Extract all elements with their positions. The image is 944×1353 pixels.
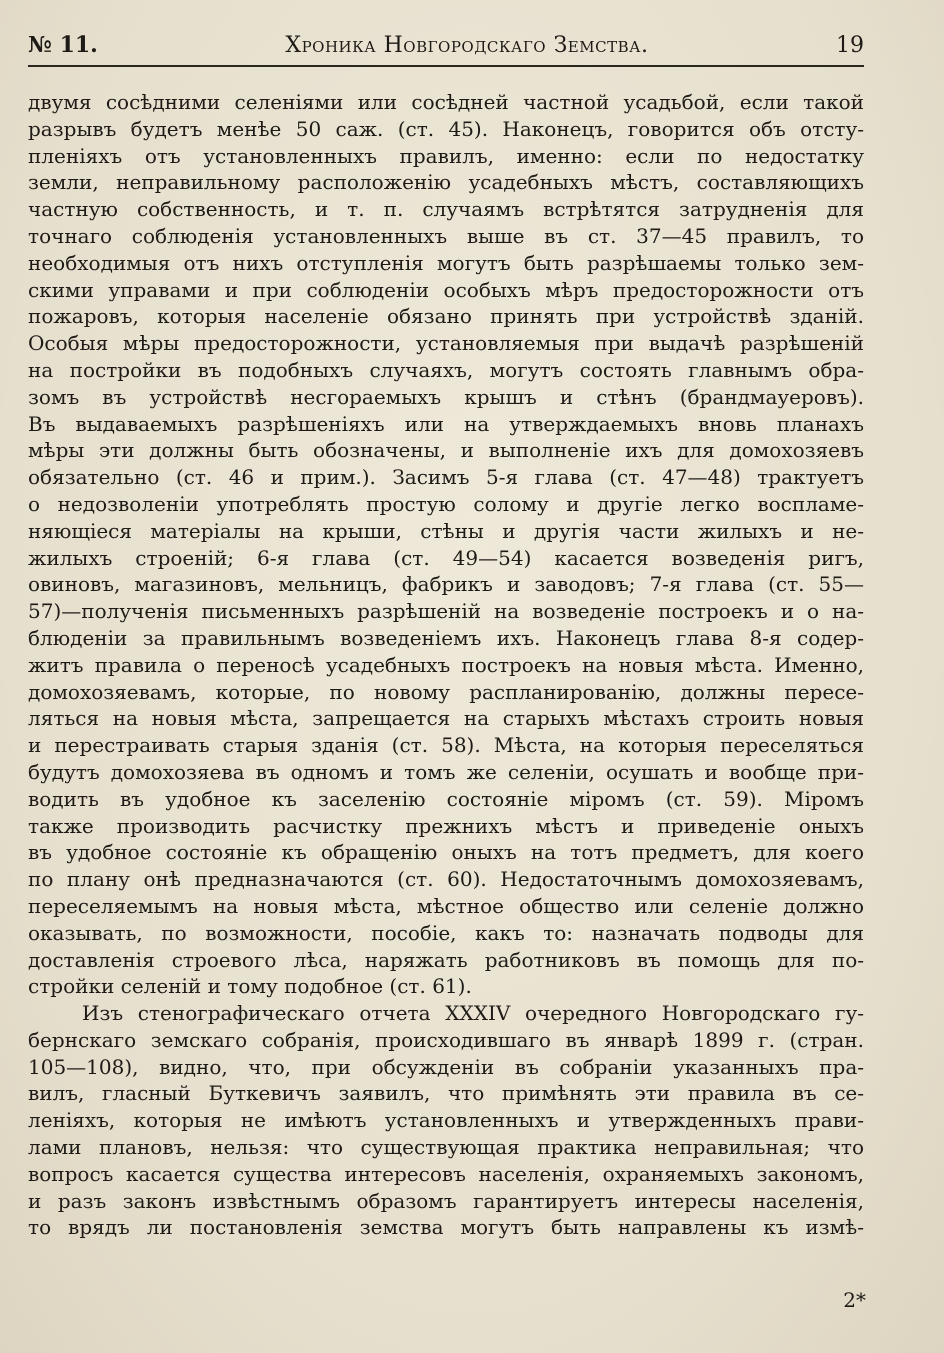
text-line: скими управами и при соблюденіи особыхъ мѣръ предосторожности отъ — [28, 277, 864, 302]
text-line: переселяемымъ на новыя мѣста, мѣстное общество или селеніе должно — [28, 893, 864, 918]
text-line: и перестраивать старыя зданія (ст. 58). Мѣста, на которыя переселяться — [28, 733, 864, 758]
page-number: 19 — [836, 33, 864, 58]
text-line: пленіяхъ отъ установленныхъ правилъ, именно: если по недостатку — [28, 143, 864, 168]
text-line: о недозволеніи употреблять простую солому и другіе легко воспламе- — [28, 491, 864, 516]
text-line: также производить расчистку прежнихъ мѣстъ и приведеніе оныхъ — [28, 813, 864, 838]
paragraph — [28, 1000, 864, 1241]
text-line: лами плановъ, нельзя: что существующая практика неправильная; что — [28, 1135, 864, 1160]
text-line: житъ правила о переносѣ усадебныхъ построекъ на новыя мѣста. Именно, — [28, 652, 864, 677]
text-line: и разъ законъ извѣстнымъ образомъ гарантируетъ интересы населенія, — [28, 1188, 864, 1213]
text-line: мѣры эти должны быть обозначены, и выполненіе ихъ для домохозяевъ — [28, 438, 864, 463]
text-line: по плану онѣ предназначаются (ст. 60). Недостаточнымъ домохозяевамъ, — [28, 867, 864, 892]
text-line: въ удобное состояніе къ обращенію оныхъ на тотъ предметъ, для коего — [28, 840, 864, 865]
text-line: будутъ домохозяева въ одномъ и томъ же селеніи, осушать и вообще при- — [28, 759, 864, 784]
signature-mark: 2* — [843, 1288, 866, 1312]
text-line: точнаго соблюденія установленныхъ выше въ ст. 37—45 правилъ, то — [28, 223, 864, 248]
running-title: Хроника Новгородскаго Земства. — [285, 33, 649, 58]
text-line: няющіеся матеріалы на крыши, стѣны и другія части жилыхъ и не- — [28, 518, 864, 543]
text-line: 105—108), видно, что, при обсужденіи въ собраніи указанныхъ пра- — [28, 1054, 864, 1079]
text-line: пожаровъ, которыя населеніе обязано принять при устройствѣ зданій. — [28, 304, 864, 329]
text-line: на постройки въ подобныхъ случаяхъ, могутъ состоять главнымъ обра- — [28, 357, 864, 382]
paragraph — [28, 89, 864, 1000]
text-line: зомъ въ устройствѣ несгораемыхъ крышъ и стѣнъ (брандмауеровъ). — [28, 384, 864, 409]
text-line: обязательно (ст. 46 и прим.). Засимъ 5-я глава (ст. 47—48) трактуетъ — [28, 465, 864, 490]
text-line: стройки селеній и тому подобное (ст. 61). — [28, 974, 472, 999]
text-line: двумя сосѣдними селеніями или сосѣдней частной усадьбой, если такой — [28, 90, 864, 114]
text-line: Изъ стенографическаго отчета XXXIV очередного Новгородскаго гу- — [82, 1001, 864, 1026]
text-line: 57)—полученія письменныхъ разрѣшеній на возведеніе построекъ и о на- — [28, 599, 864, 624]
text-line: блюденіи за правильнымъ возведеніемъ ихъ. Наконецъ глава 8-я содер- — [28, 625, 864, 650]
text-line: частную собственность, и т. п. случаямъ встрѣтятся затрудненія для — [28, 197, 864, 222]
text-line: водить въ удобное къ заселенію состояніе міромъ (ст. 59). Міромъ — [28, 786, 864, 811]
text-line: вилъ, гласный Буткевичъ заявилъ, что примѣнять эти правила въ се- — [28, 1081, 864, 1106]
text-line: земли, неправильному расположенію усадебныхъ мѣстъ, составляющихъ — [28, 170, 864, 195]
text-line: доставленія строевого лѣса, наряжать работниковъ въ помощь для по- — [28, 947, 864, 972]
body-text — [28, 89, 864, 1241]
page-header — [28, 32, 864, 67]
text-line: овиновъ, магазиновъ, мельницъ, фабрикъ и заводовъ; 7-я глава (ст. 55— — [28, 572, 864, 597]
text-line: Особыя мѣры предосторожности, установляемыя при выдачѣ разрѣшеній — [28, 331, 864, 356]
text-line: необходимыя отъ нихъ отступленія могутъ быть разрѣшаемы только зем- — [28, 250, 864, 275]
text-line: вопросъ касается существа интересовъ населенія, охраняемыхъ закономъ, — [28, 1161, 864, 1186]
text-line: оказывать, по возможности, пособіе, какъ то: назначать подводы для — [28, 920, 864, 945]
text-line: жилыхъ строеній; 6-я глава (ст. 49—54) касается возведенія ригъ, — [28, 545, 864, 570]
text-line: разрывъ будетъ менѣе 50 саж. (ст. 45). Наконецъ, говорится объ отсту- — [28, 116, 864, 141]
text-line: Въ выдаваемыхъ разрѣшеніяхъ или на утверждаемыхъ вновь планахъ — [28, 411, 864, 436]
text-line: бернскаго земскаго собранія, происходившаго въ январѣ 1899 г. (стран. — [28, 1027, 864, 1052]
issue-number: № 11. — [28, 32, 98, 58]
text-line: то врядъ ли постановленія земства могутъ быть направлены къ измѣ- — [28, 1215, 864, 1240]
text-line: ляться на новыя мѣста, запрещается на старыхъ мѣстахъ строить новыя — [28, 706, 864, 731]
text-line: домохозяевамъ, которые, по новому распланированію, должны пересе- — [28, 679, 864, 704]
text-line: леніяхъ, которыя не имѣютъ установленныхъ и утвержденныхъ прави- — [28, 1108, 864, 1133]
